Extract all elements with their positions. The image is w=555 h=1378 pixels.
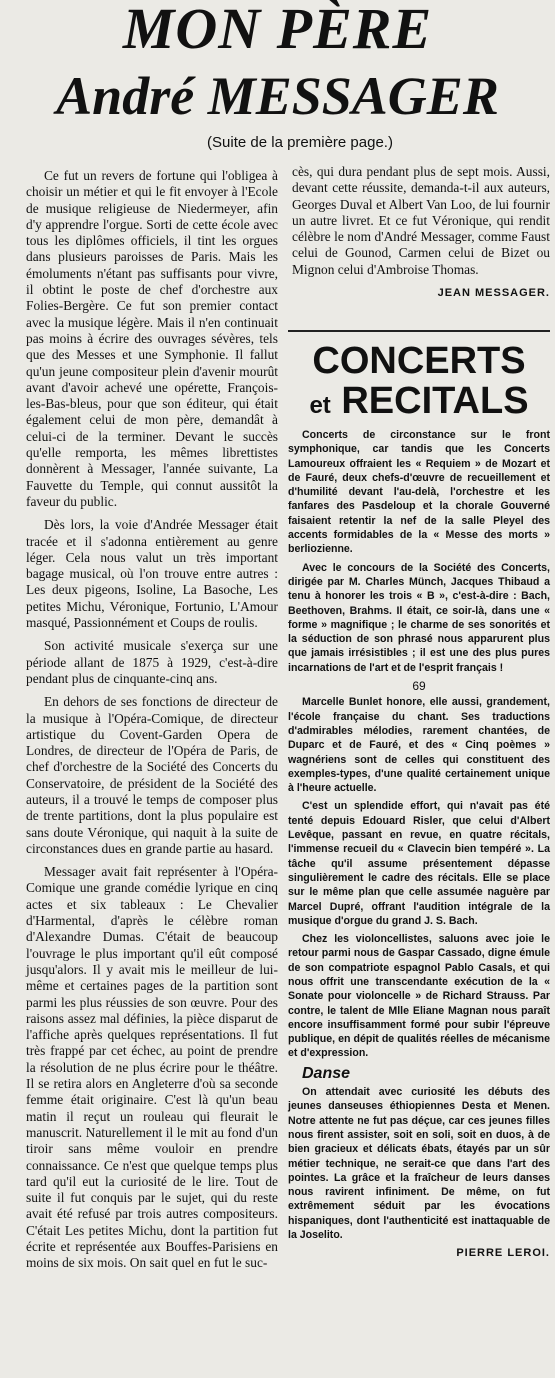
article-paragraph: Messager avait fait représenter à l'Opéra-Comique une grande comédie lyrique en cinq actes et six tableaux : Le Chevalier d'Harmental, d'après le célèbre roman d'Alexandre Dumas. C'était de beaucoup l'ouvrage le plus important qu'il eût composé jusqu'alors. Il y avait mis le meilleur de lui-même et certaines pages de la partition sont parmi les plus réussies de son œuvre. Pour des raisons assez mal définies, la pièce disparut de l'affiche après quelques représentations. Il fut très frappé par cet échec, au point de prendre la résolution de ne plus écrire pour le théâtre. Il se retira alors en Angleterre d'où sa seconde femme était originaire. C'est là qu'un beau matin il reçut un rouleau qui fleurait le manuscrit. Naturellement il le mit au fond d'un tiroir sans même vouloir en prendre connaissance. Ce n'est que quelque temps plus tard qu'il eut la curiosité de le lire. Tout de suite il fut conquis par le sujet, qui du reste avait été refusé par trois autres compositeurs. C'était Les petites Michu, dont la partition fut écrite et représentée aux Bouffes-Parisiens en moins de six mois. On sait quel en fut le suc- [26, 864, 278, 1271]
danse-heading: Danse [302, 1064, 351, 1082]
article-paragraph: cès, qui dura pendant plus de sept mois. Aussi, devant cette réussite, demanda-t-il aux auteurs, Georges Duval et Albert Van Loo, de lui fournir un autre livret. Et ce fut Véronique, qui rendit célèbre le nom d'André Messager, comme Faust celui de Gounod, Carmen celui de Bizet ou Mignon celui d'Ambroise Thomas. [292, 164, 550, 277]
article-column-right [292, 164, 550, 301]
article-signature: JEAN MESSAGER. [437, 287, 550, 300]
article-paragraph: Son activité musicale s'exerça sur une période allant de 1875 à 1929, c'est-à-dire pendant plus de cinquante-cinq ans. [26, 638, 278, 686]
danse-paragraph: On attendait avec curiosité les débuts des jeunes danseuses éthiopiennes Desta et Menen. Notre attente ne fut pas déçue, car ces jeunes filles nous firent assister, soit en soli, soit en duos, à de bien gracieux et délicats ébats, étayés par un sûr métier technique, ne serait-ce que dans l'art des pointes. La grâce et la fraîcheur de leurs danses nous ravirent infiniment. De même, on fut extrêmement séduit par les évocations hispaniques, dont l'authenticité est inattaquable de la Joselito. [288, 1086, 550, 1242]
article-column-left [26, 168, 278, 1279]
concerts-title-et: et [309, 392, 331, 419]
concerts-paragraph: C'est un splendide effort, qui n'avait pas été tenté depuis Edouard Risler, que celui d'Albert Levêque, passant en revue, en quatre récitals, l'immense recueil du « Clavecin bien tempéré ». La tâche qu'il assume présentement dépasse singulièrement le cadre des récitals. Elle se place sur le même plan que celle assumée naguère par Marcel Dupré, offrant l'audition intégrale de la musique d'orgue du grand J. S. Bach. [288, 800, 550, 927]
column-divider [288, 330, 550, 332]
concerts-paragraph: Concerts de circonstance sur le front symphonique, car tandis que les Concerts Lamoureux offraient les « Requiem » de Mozart et de Fauré, deux chefs-d'œuvre de recueillement et d'humilité devant l'au-delà, l'orchestre et les fanfares des Pasdeloup et la chorale Gouverné faisaient retentir la nef de la salle Pleyel des accents formidables de la « Messe des morts » berliozienne. [288, 429, 550, 556]
recitals-title: RECITALS [341, 380, 529, 422]
article-title: MON PÈRE [122, 0, 433, 61]
article-paragraph: Dès lors, la voie d'Andrée Messager était tracée et il s'adonna entièrement au genre léger. Cela nous valut un très important bagage musical, où l'on trouve entre autres : Les deux pigeons, Isoline, La Basoche, Les petites Michu, Véronique, Fortunio, L'Amour masqué, Passionnément et Coups de roulis. [26, 517, 278, 631]
concerts-body [288, 428, 550, 1261]
article-paragraph: Ce fut un revers de fortune qui l'obligea à choisir un métier et qui le fit envoyer à l'Ecole de musique religieuse de Niedermeyer, afin d'y apprendre l'orgue. Sorti de cette école avec tous les diplômes officiels, il tint les orgues dans plusieurs paroisses de Paris. Mais les émoluments n'étant pas suffisants pour vivre, il obtint le poste de chef d'orchestre aux Folies-Bergère. Ce fut son premier contact avec la musique légère. Mais il n'en continuait pas moins à écrire des ouvrages sévères, tels que des Messes et une Symphonie. Il fallut qu'un jeune compositeur plein d'avenir mourût avant d'avoir achevé une opérette, François-les-Bas-bleus, pour que son éditeur, qui était également celui de mon père, demandât à celui-ci de la terminer. Devant le succès qu'elle remporta, les mêmes librettistes donnèrent à Messager, l'année suivante, La Fauvette du Temple, qui connut aussitôt la faveur du public. [26, 168, 278, 509]
ornament: 69 [412, 679, 426, 694]
concerts-paragraph: Marcelle Bunlet honore, elle aussi, grandement, l'école française du chant. Ses traductions d'admirables mélodies, rarement chantées, de Duparc et de Fauré, et des « Cinq poèmes » wagnériens sont de celles qui constituent des exemples-types, d'une qualité certainement unique à l'heure actuelle. [288, 696, 550, 795]
article-paragraph: En dehors de ses fonctions de directeur de la musique à l'Opéra-Comique, de directeur artistique du Covent-Garden Opera de Londres, de directeur de l'Opéra de Paris, de chef d'orchestre de la Société des Concerts du Conservatoire, de président de la Société des auteurs, il a trouvé le temps de composer plus de trente partitions, dont la plus populaire est sans doute Véronique, qui naquit à la suite de circonstances dues en grande partie au hasard. [26, 694, 278, 856]
concerts-title: CONCERTS [312, 340, 526, 382]
article-title-name: André MESSAGER [56, 66, 499, 126]
concerts-title-line2 [288, 382, 550, 420]
concerts-section [288, 336, 550, 1261]
concerts-paragraph: Avec le concours de la Société des Concerts, dirigée par M. Charles Münch, Jacques Thibaud a tenu à honorer les trois « B », c'est-à-dire : Bach, Beethoven, Brahms. Il était, ce soir-là, dans une « forme » magnifique ; le charme de ses sonorités et la séduction de son phrasé nous apparurent plus que jamais irrésistibles ; il est une des plus pures incarnations de l'art et de l'esprit français ! [288, 561, 550, 674]
continuation-note: (Suite de la première page.) [207, 134, 393, 151]
concerts-paragraph: Chez les violoncellistes, saluons avec joie le retour parmi nous de Gaspar Cassado, digne émule de son compatriote espagnol Pablo Casals, et qui nous offrit une transcendante exécution de la « Sonate pour violoncelle » de Richard Strauss. Par contre, le talent de Mlle Eliane Magnan nous paraît encore insuffisamment formé pour subir l'épreuve publique, en dépit de qualités réelles de mécanisme et d'expression. [288, 933, 550, 1060]
concerts-signature: PIERRE LEROI. [456, 1247, 550, 1260]
